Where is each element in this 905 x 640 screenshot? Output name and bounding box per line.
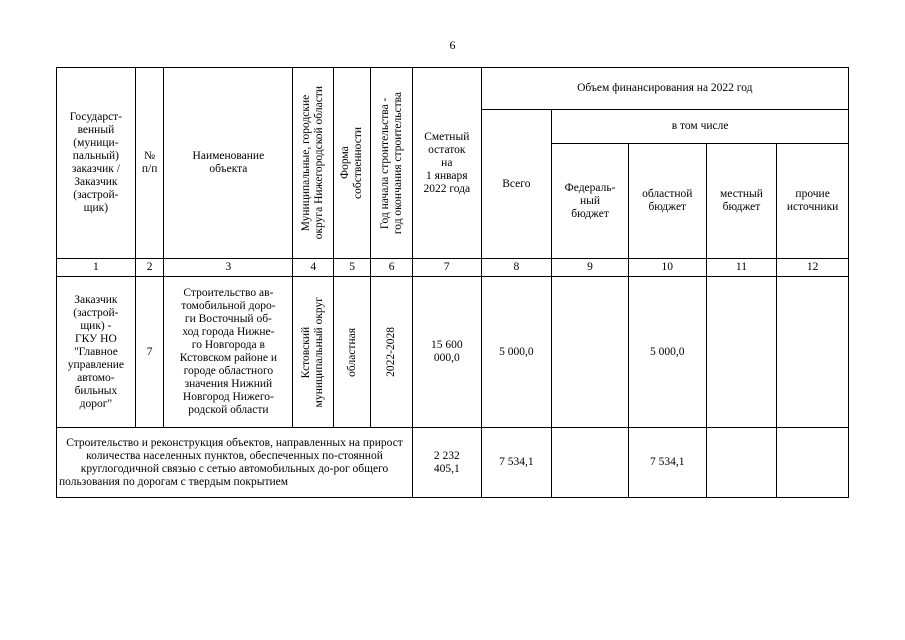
column-number: 7 <box>413 259 482 277</box>
row-federal <box>552 277 629 428</box>
header-municipality-cell <box>293 68 334 259</box>
header-years-cell <box>371 68 413 259</box>
column-number: 3 <box>164 259 293 277</box>
row-years-cell <box>371 277 413 428</box>
row-object-name: Строительство ав- томобильной доро- ги Восточный об- ход города Нижне- го Новгорода в Кстовском районе и городе областного значения Нижний Новгород Нижего- родской области <box>164 277 293 428</box>
header-financing-title: Объем финансирования на 2022 год <box>481 68 848 110</box>
column-number: 2 <box>135 259 164 277</box>
summary-other <box>777 428 849 498</box>
row-years: 2022-2028 <box>385 327 398 377</box>
header-ownership: Форма собственности <box>339 127 365 199</box>
header-total: Всего <box>481 110 552 259</box>
column-number: 4 <box>293 259 334 277</box>
row-municipality-cell <box>293 277 334 428</box>
row-total: 5 000,0 <box>481 277 552 428</box>
row-other <box>777 277 849 428</box>
column-number: 10 <box>628 259 706 277</box>
column-number: 8 <box>481 259 552 277</box>
header-row-1 <box>57 68 849 110</box>
summary-local <box>706 428 777 498</box>
financing-table <box>56 67 849 498</box>
header-including: в том числе <box>552 110 849 144</box>
header-num: № п/п <box>135 68 164 259</box>
summary-row <box>57 428 849 498</box>
header-object-name: Наименование объекта <box>164 68 293 259</box>
header-customer: Государст- венный (муници- пальный) заказчик / Заказчик (застрой- щик) <box>57 68 136 259</box>
column-number: 12 <box>777 259 849 277</box>
row-local <box>706 277 777 428</box>
summary-total: 7 534,1 <box>481 428 552 498</box>
header-estimate: Сметный остаток на 1 января 2022 года <box>413 68 482 259</box>
summary-regional: 7 534,1 <box>628 428 706 498</box>
column-number: 5 <box>334 259 371 277</box>
row-customer: Заказчик (застрой- щик) - ГКУ НО "Главное управление автомо- бильных дорог" <box>57 277 136 428</box>
column-number: 1 <box>57 259 136 277</box>
page-number: 6 <box>449 38 456 52</box>
row-municipality: Кстовский муниципальный округ <box>300 296 326 408</box>
row-ownership-cell <box>334 277 371 428</box>
row-estimate: 15 600 000,0 <box>413 277 482 428</box>
header-years: Год начала строительства - год окончания строительства <box>378 91 404 235</box>
header-regional: областной бюджет <box>628 144 706 259</box>
summary-label: Строительство и реконструкция объектов, направленных на прирост количества населенных пунктов, обеспеченных по-стоянной круглогодичной связью с сетью автомобильных до-рог общего пользования по дорогам с твердым покрытием <box>57 428 413 498</box>
summary-estimate: 2 232 405,1 <box>413 428 482 498</box>
row-ownership: областная <box>345 327 358 377</box>
column-number: 6 <box>371 259 413 277</box>
header-federal: Федераль- ный бюджет <box>552 144 629 259</box>
summary-federal <box>552 428 629 498</box>
row-regional: 5 000,0 <box>628 277 706 428</box>
header-other: прочие источники <box>777 144 849 259</box>
column-number: 9 <box>552 259 629 277</box>
table-row <box>57 277 849 428</box>
row-num: 7 <box>135 277 164 428</box>
header-ownership-cell <box>334 68 371 259</box>
header-municipality: Муниципальные, городские округа Нижегородской области <box>300 86 326 240</box>
header-local: местный бюджет <box>706 144 777 259</box>
column-number-row <box>57 259 849 277</box>
column-number: 11 <box>706 259 777 277</box>
